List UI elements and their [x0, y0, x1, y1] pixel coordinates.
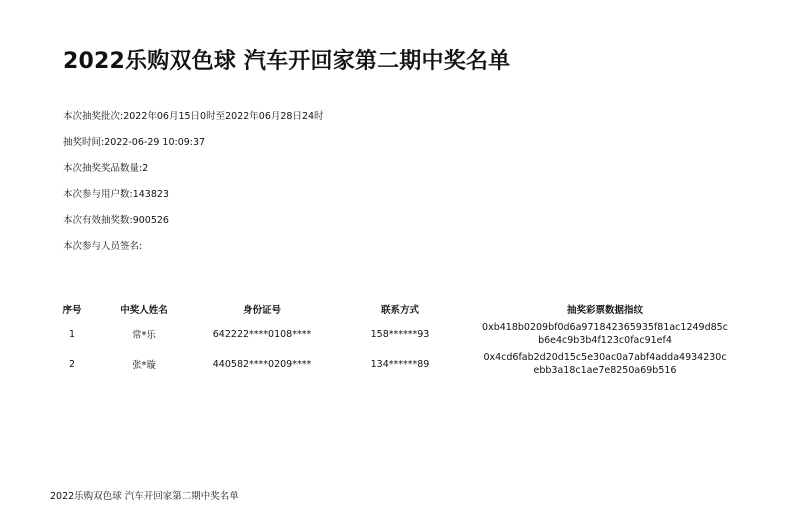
column-header-contact: 联系方式 [380, 305, 419, 316]
cell-contact: 158******93 [370, 328, 430, 340]
page-footer: 2022乐购双色球 汽车开回家第二期中奖名单 [50, 491, 239, 502]
cell-fingerprint [470, 349, 740, 379]
cell-fingerprint [470, 319, 740, 349]
table-row [50, 349, 740, 379]
meta-valid-draws-label: 本次有效抽奖数: [63, 215, 133, 226]
cell-id-number: 642222****0108**** [212, 328, 312, 340]
meta-draw-time-value: 2022-06-29 10:09:37 [104, 137, 206, 148]
meta-prize-count [63, 160, 148, 174]
cell-id-number: 440582****0209**** [212, 358, 312, 370]
fingerprint-line-1: 0x4cd6fab2d20d15c5e30ac0a7abf4adda4934230c [483, 352, 727, 363]
table-row [50, 319, 740, 349]
meta-batch-value: 2022年06月15日0时至2022年06月28日24时 [123, 111, 324, 122]
cell-contact: 134******89 [370, 358, 430, 370]
meta-prize-count-value: 2 [142, 163, 149, 174]
meta-valid-draws [63, 212, 169, 226]
column-header-id-number: 身份证号 [242, 305, 281, 316]
fingerprint-line-1: 0xb418b0209bf0d6a971842365935f81ac1249d85c [482, 322, 728, 333]
column-header-fingerprint: 抽奖彩票数据指纹 [566, 305, 643, 316]
meta-draw-time [63, 134, 205, 148]
meta-participants-label: 本次参与用户数: [63, 189, 133, 200]
cell-name: 张*璇 [132, 360, 156, 371]
meta-prize-count-label: 本次抽奖奖品数量: [63, 163, 143, 174]
meta-batch [63, 108, 324, 122]
fingerprint-line-2: ebb3a18c1ae7e8250a69b516 [533, 365, 677, 376]
meta-batch-label: 本次抽奖批次: [63, 111, 124, 122]
fingerprint-line-2: b6e4c9b3b4f123c0fac91ef4 [538, 335, 672, 346]
winners-table [50, 299, 740, 379]
meta-participants [63, 186, 169, 200]
meta-signature [63, 238, 142, 252]
cell-no: 2 [68, 358, 76, 370]
column-header-no: 序号 [62, 305, 82, 316]
meta-valid-draws-value: 900526 [132, 215, 169, 226]
page-title: 2022乐购双色球 汽车开回家第二期中奖名单 [63, 49, 511, 74]
table-header-row [50, 299, 740, 319]
cell-no: 1 [68, 328, 76, 340]
meta-signature-label: 本次参与人员签名: [63, 241, 143, 252]
column-header-name: 中奖人姓名 [120, 305, 168, 316]
meta-draw-time-label: 抽奖时间: [63, 137, 105, 148]
meta-participants-value: 143823 [132, 189, 169, 200]
cell-name: 常*乐 [132, 330, 156, 341]
